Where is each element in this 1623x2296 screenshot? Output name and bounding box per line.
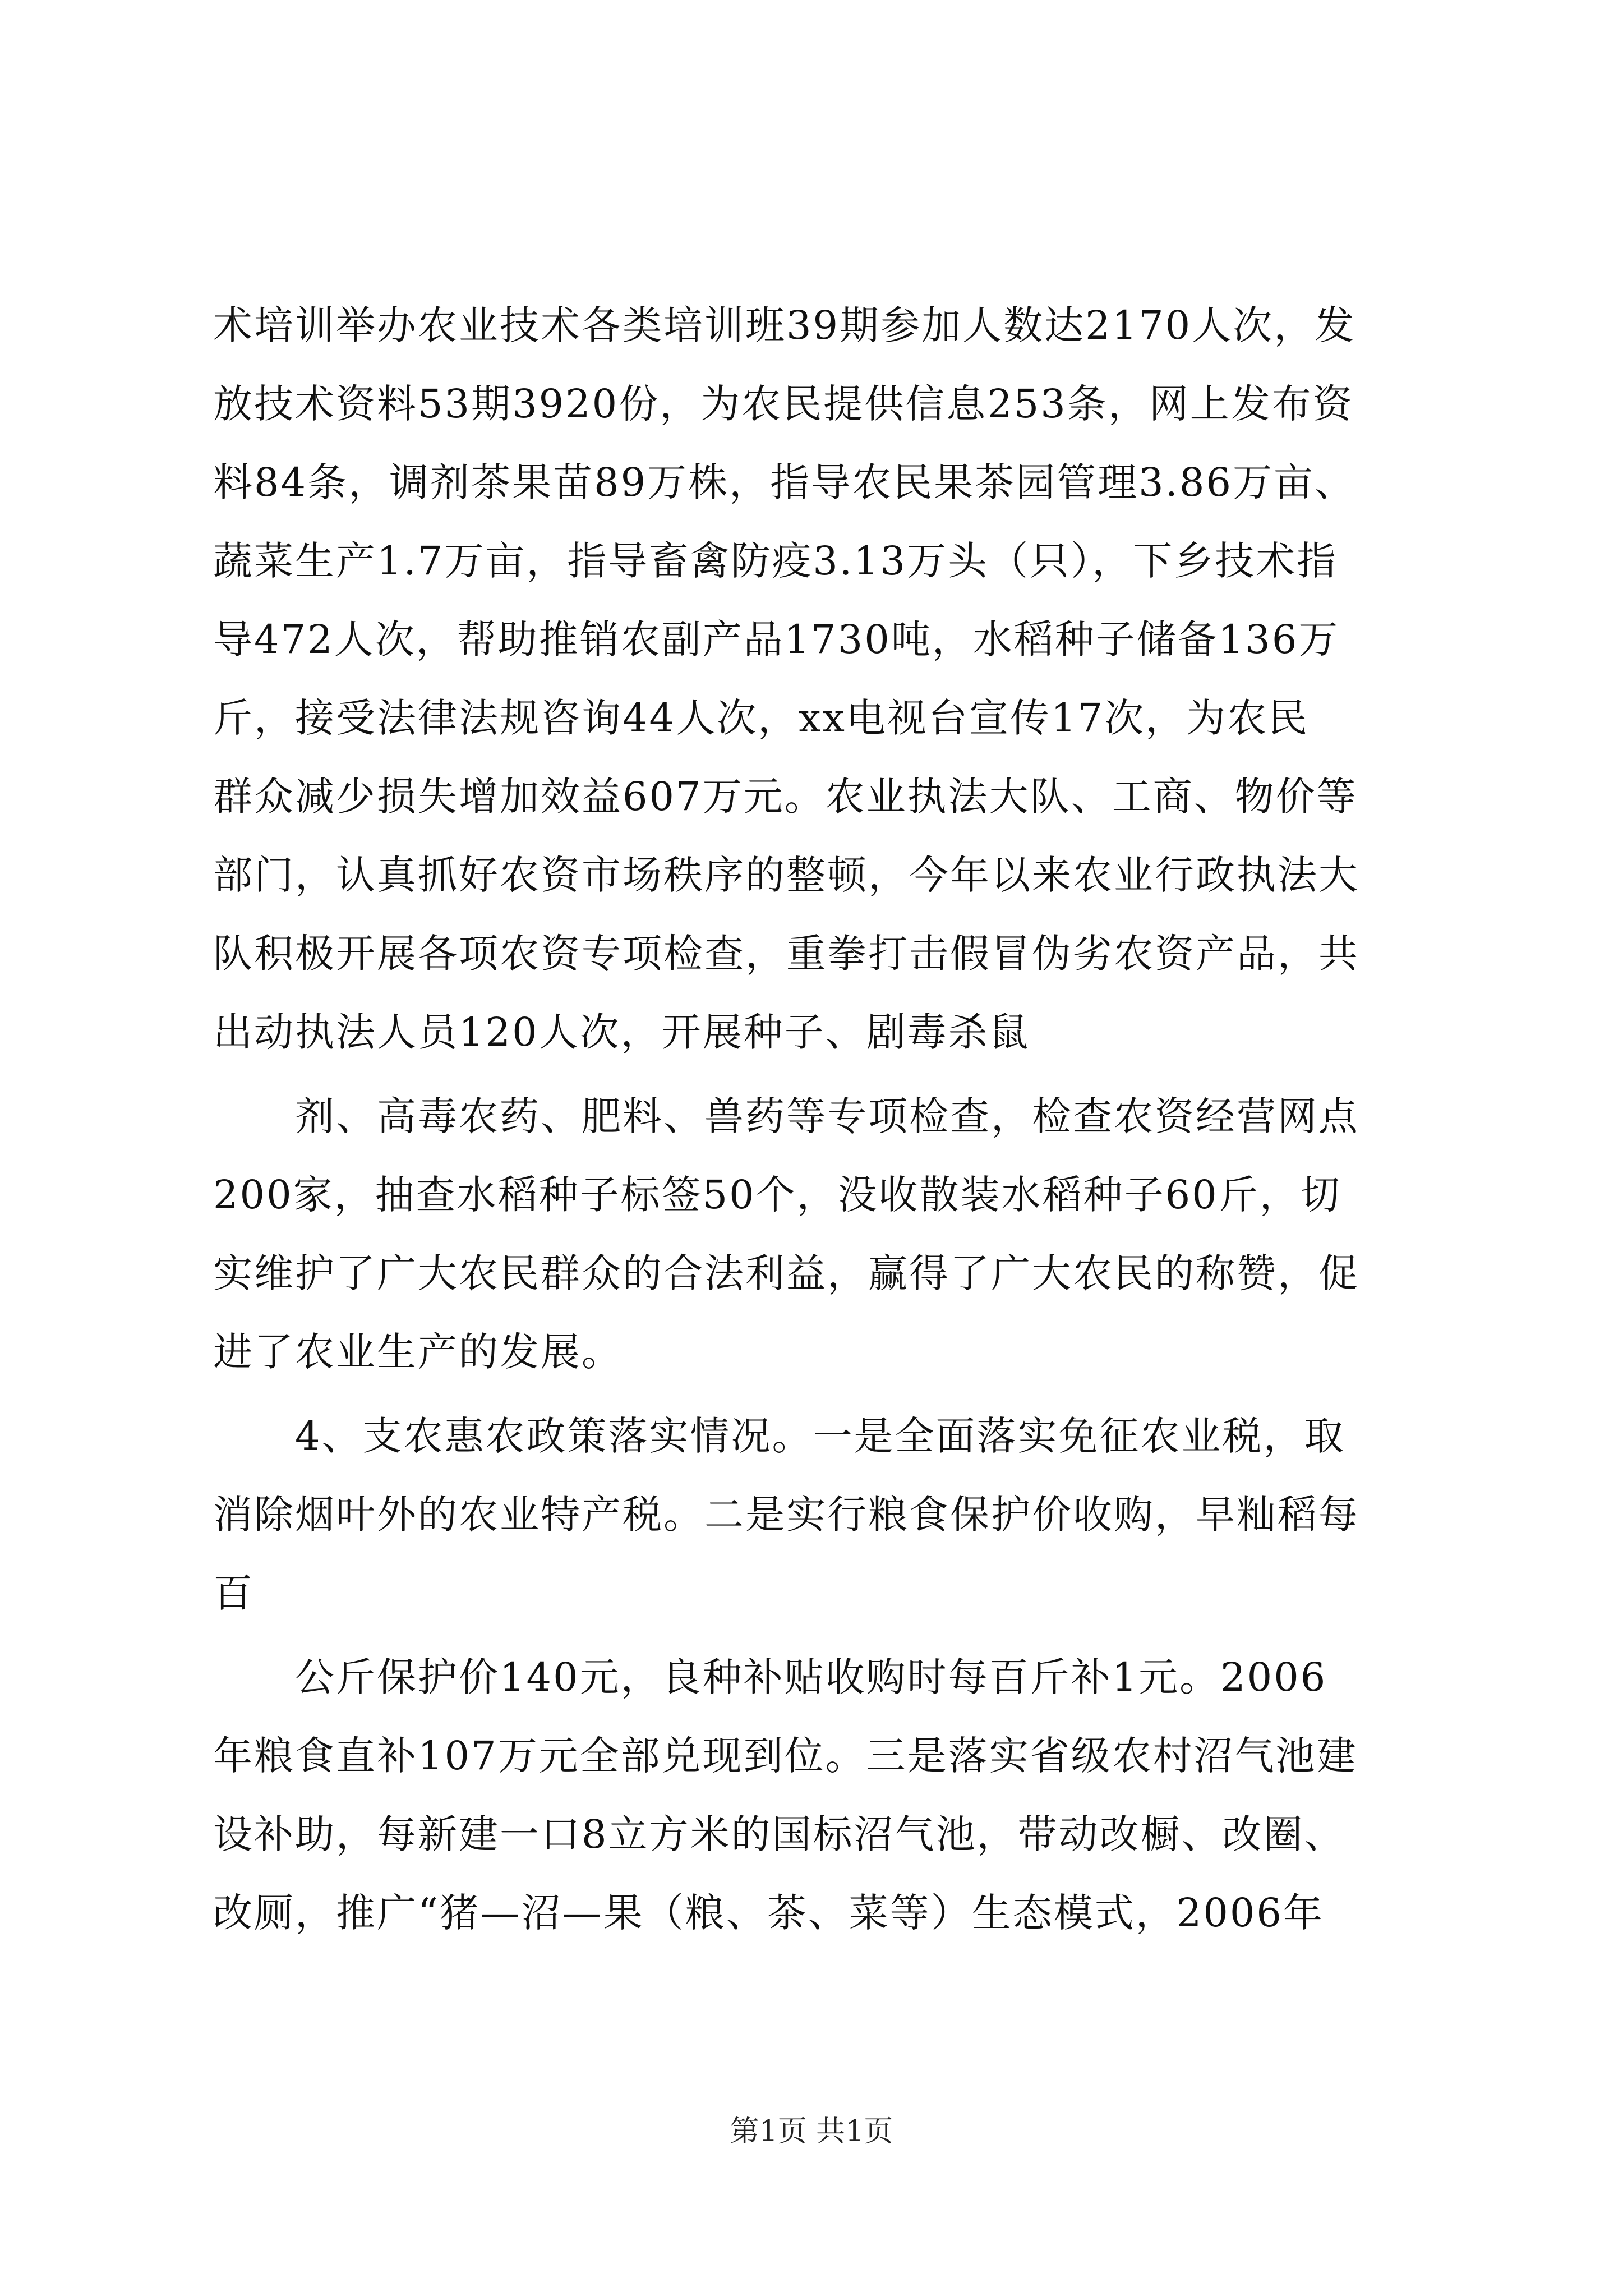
paragraph-line: 实维护了广大农民群众的合法利益，赢得了广大农民的称赞，促 (213, 1250, 1359, 1296)
paragraph-line: 消除烟叶外的农业特产税。二是实行粮食保护价收购，早籼稻每 (213, 1492, 1359, 1538)
paragraph-line: 出动执法人员120人次，开展种子、剧毒杀鼠 (213, 1009, 1030, 1055)
paragraph-line: 设补助，每新建一口8立方米的国标沼气池，带动改橱、改圈、 (213, 1811, 1345, 1857)
page-number-footer: 第1页 共1页 (730, 2115, 893, 2148)
paragraph-line: 术培训举办农业技术各类培训班39期参加人数达2170人次，发 (213, 302, 1356, 348)
paragraph-line: 料84条，调剂茶果苗89万株，指导农民果茶园管理3.86万亩、 (213, 459, 1356, 505)
paragraph-line: 剂、高毒农药、肥料、兽药等专项检查，检查农资经营网点 (295, 1093, 1359, 1139)
paragraph-line: 部门，认真抓好农资市场秩序的整顿，今年以来农业行政执法大 (213, 852, 1359, 898)
paragraph-line: 斤，接受法律法规咨询44人次，xx电视台宣传17次，为农民 (213, 695, 1310, 741)
paragraph-line: 进了农业生产的发展。 (213, 1329, 623, 1375)
paragraph-line: 百 (213, 1570, 254, 1616)
paragraph-line: 队积极开展各项农资专项检查，重拳打击假冒伪劣农资产品，共 (213, 931, 1359, 977)
paragraph-line: 放技术资料53期3920份，为农民提供信息253条，网上发布资 (213, 381, 1354, 427)
paragraph-line: 年粮食直补107万元全部兑现到位。三是落实省级农村沼气池建 (213, 1733, 1358, 1779)
paragraph-line: 公斤保护价140元，良种补贴收购时每百斤补1元。2006 (295, 1654, 1327, 1700)
paragraph-line: 4、支农惠农政策落实情况。一是全面落实免征农业税，取 (295, 1413, 1345, 1459)
paragraph-line: 蔬菜生产1.7万亩，指导畜禽防疫3.13万头（只），下乡技术指 (213, 538, 1338, 584)
paragraph-line: 200家，抽查水稻种子标签50个，没收散装水稻种子60斤，切 (213, 1172, 1341, 1218)
paragraph-line: 改厕，推广“猪—沼—果（粮、茶、菜等）生态模式，2006年 (213, 1890, 1324, 1936)
paragraph-line: 导472人次，帮助推销农副产品1730吨，水稻种子储备136万 (213, 616, 1340, 662)
paragraph-line: 群众减少损失增加效益607万元。农业执法大队、工商、物价等 (213, 774, 1358, 820)
